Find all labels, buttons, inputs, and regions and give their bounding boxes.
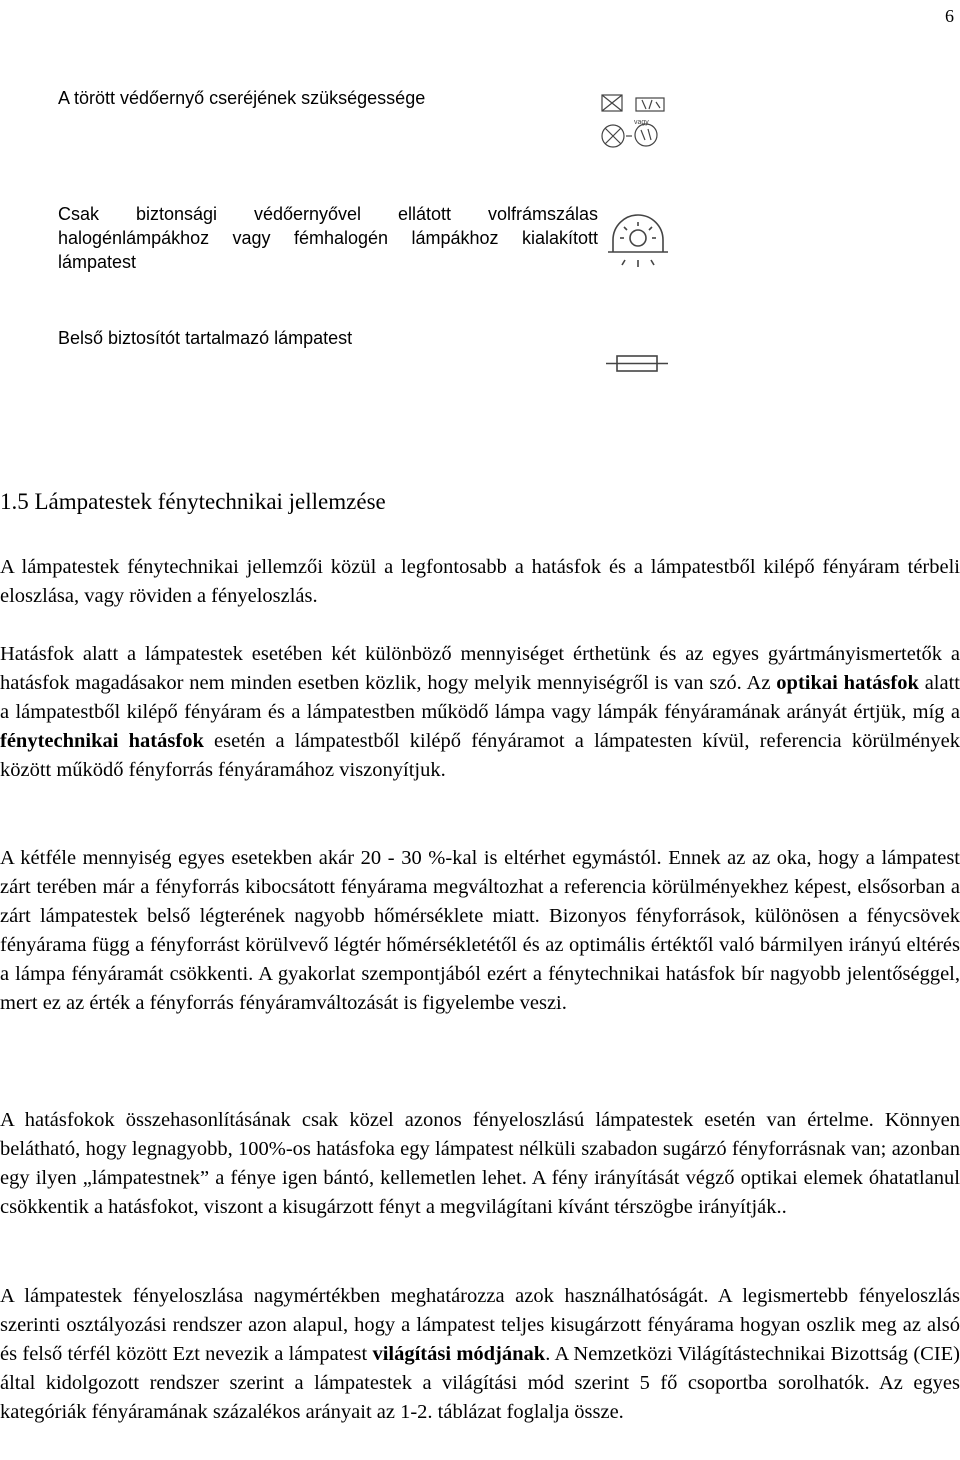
symbol-label-internal-fuse: Belső biztosítót tartalmazó lámpatest [58, 328, 353, 348]
symbol-text-vagy: vagy [634, 119, 649, 126]
paragraph-2 [0, 640, 960, 785]
page-number: 6 [945, 6, 954, 26]
paragraph-2-text-c: alatt a lámpatestből kilépő fényáram és a lámpatestben működő lámpa vagy lámpák fényáramának arányát értjük, míg a [0, 672, 960, 723]
term-vilagitasi-modjanak: világítási módjának [372, 1343, 546, 1365]
paragraph-5-text-c: . A Nemzetközi Világítástechnikai Bizottság (CIE) által kidolgozott rendszer szerint a lámpatestek a világítási mód szerint 5 fő csoportba sorolhatók. Az egyes kategóriák fényáramának százalékos arányait az 1-2. táblázat foglalja össze. [0, 1343, 960, 1423]
paragraph-1: A lámpatestek fénytechnikai jellemzői közül a legfontosabb a hatásfok és a lámpatestből kilépő fényáram térbeli eloszlása, vagy röviden a fényeloszlás. [0, 556, 960, 607]
broken-screen-replacement-icon [600, 92, 670, 157]
term-fenytechnikai-hatasfok: fénytechnikai hatásfok [0, 730, 204, 752]
symbol-label-protective-screen: Csak biztonsági védőernyővel ellátott volfrámszálas halogénlámpákhoz vagy fémhalogén lámpákhoz kialakított lámpatest [58, 204, 598, 272]
paragraph-2-text-d: esetén a lámpatestből kilépő fényáramot a lámpatesten kívül, referencia körülmények között működő fényforrás fényáramához viszonyítjuk. [0, 730, 960, 781]
paragraph-3: A kétféle mennyiség egyes esetekben akár 20 - 30 %-kal is eltérhet egymástól. Ennek az az oka, hogy a lámpatest zárt terében már a fényforrás kibocsátott fényárama megváltozhat a referencia körülményekhez képest, elsősorban a zárt lámpatestek belső légterének nagyobb hőmérséklete miatt. Bizonyos fényforrások, különösen a fénycsövek fényárama függ a fényforrást körülvevő légtér hőmérsékletétől és az optimális értéktől való bármilyen irányú eltérés a lámpa fényáramát csökkenti. A gyakorlat szempontjából ezért a fénytechnikai hatásfok bír nagyobb jelentőséggel, mert ez az érték a fényforrás fényáramváltozását is figyelembe veszi. [0, 847, 960, 1014]
section-heading: 1.5 Lámpatestek fénytechnikai jellemzése [0, 489, 386, 514]
term-optikai-hatasfok: optikai hatásfok [776, 672, 919, 694]
internal-fuse-icon [604, 352, 670, 376]
paragraph-2-text-a: Hatásfok alatt a lámpatestek esetében két különböző mennyiséget érthetünk és az egyes gyártmányismertetők a hatásfok magadásakor nem minden esetben közlik, hogy melyik mennyiségről is van szó. Az [0, 643, 960, 694]
protective-screen-lamp-icon [605, 210, 671, 272]
paragraph-4: A hatásfokok összehasonlításának csak közel azonos fényeloszlású lámpatestek esetén van értelme. Könnyen belátható, hogy legnagyobb, 100%-os hatásfoka egy lámpatest nélküli szabadon sugárzó fényforrásnak van; azonban egy ilyen „lámpatestnek” a fénye igen bántó, kellemetlen lehet. A fény irányítását végző optikai elemek óhatatlanul csökkentik a hatásfokot, viszont a kisugárzott fényt a megvilágítani kívánt térszögbe irányítják.. [0, 1109, 960, 1218]
paragraph-5-text-a: A lámpatestek fényeloszlása nagymértékben meghatározza azok használhatóságát. A legismertebb fényeloszlás szerinti osztályozási rendszer azon alapul, hogy a lámpatest teljes kisugárzott fényárama hogyan oszlik meg az alsó és felső térfél között Ezt nevezik a lámpatest [0, 1285, 960, 1365]
symbol-label-broken-screen: A törött védőernyő cseréjének szükségessége [58, 88, 426, 108]
paragraph-5 [0, 1282, 960, 1427]
